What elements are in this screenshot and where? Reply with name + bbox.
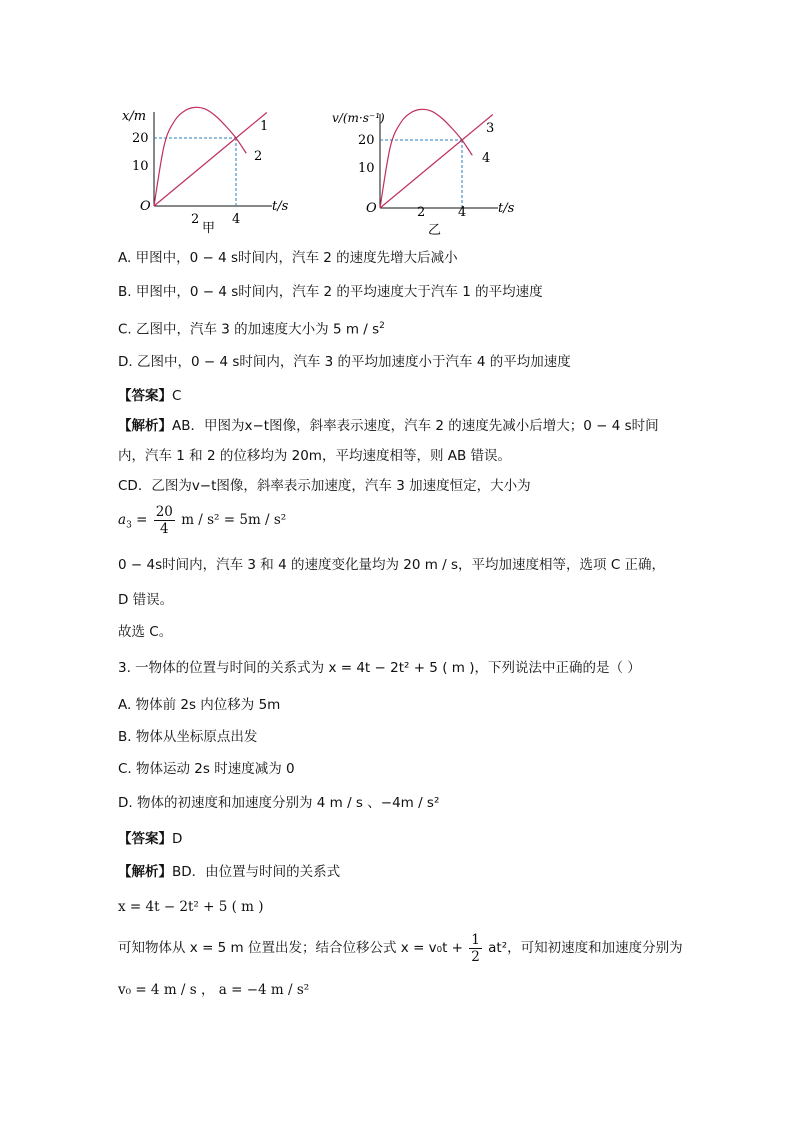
q2-equation: $a_3$ = $\frac{20}{4}$ m / s² = 5m / s² [118, 503, 287, 537]
q3-option-c: C. 物体运动 2s 时速度减为 0 [118, 761, 295, 777]
q3-analysis-tag: 【解析】 [118, 864, 172, 880]
q3-option-d: D. 物体的初速度和加速度分别为 4 m / s 、−4m / s² [118, 795, 440, 811]
q2-analysis-3: CD．乙图为v−t图像，斜率表示加速度，汽车 3 加速度恒定，大小为 [118, 478, 531, 494]
figure-yi [332, 109, 515, 236]
q2-analysis-2: 内，汽车 1 和 2 的位移均为 20m，平均速度相等，则 AB 错误。 [118, 448, 512, 464]
q2-eq-sub: 3 [126, 520, 132, 531]
q2-analysis-text-1: AB．甲图为x−t图像，斜率表示速度，汽车 2 的速度先减小后增大；0 − 4 s时间 [172, 418, 659, 434]
q3-analysis-1 [118, 862, 340, 882]
jia-curve-label-2: 2 [254, 149, 263, 164]
jia-xtick-2: 2 [191, 212, 200, 227]
q2-option-d: D. 乙图中，0 − 4 s时间内，汽车 3 的平均加速度小于汽车 4 的平均加速度 [118, 354, 571, 370]
yi-curve-label-4: 4 [482, 151, 491, 166]
q2-analysis-5: D 错误。 [118, 592, 174, 608]
q3-option-b: B. 物体从坐标原点出发 [118, 729, 258, 745]
yi-origin: O [366, 201, 377, 216]
jia-ytick-20: 20 [132, 131, 149, 146]
q2-eq-fraction [154, 504, 175, 537]
q3-stem: 3. 一物体的位置与时间的关系式为 x = 4t − 2t² + 5 ( m )，下列说法中正确的是（ ） [118, 660, 641, 676]
q2-option-a: A. 甲图中，0 − 4 s时间内，汽车 2 的速度先增大后减小 [118, 250, 458, 266]
yi-x-axis-label: t/s [498, 201, 515, 216]
yi-xtick-2: 2 [417, 205, 426, 220]
q2-analysis-tag: 【解析】 [118, 418, 172, 434]
q3-analysis-2: x = 4t − 2t² + 5 ( m ) [118, 899, 264, 915]
q2-analysis-4: 0 − 4s时间内，汽车 3 和 4 的速度变化量均为 20 m / s，平均加速度相等，选项 C 正确， [118, 557, 666, 573]
q2-answer [118, 386, 181, 406]
q3-answer-value: D [172, 831, 183, 847]
q3-analysis-3-fraction [469, 932, 482, 965]
q3-answer-tag: 【答案】 [118, 831, 172, 847]
jia-x-axis-label: t/s [272, 199, 289, 214]
yi-ytick-10: 10 [358, 161, 375, 176]
q3-analysis-3 [118, 930, 683, 966]
q2-analysis-1 [118, 416, 659, 436]
q3-analysis-4: v₀ = 4 m / s ， a = −4 m / s² [118, 982, 310, 998]
yi-ytick-20: 20 [358, 133, 375, 148]
yi-curve-label-3: 3 [486, 121, 495, 136]
q3-analysis-3-pre: 可知物体从 x = 5 m 位置出发；结合位移公式 x = v₀t + [118, 940, 463, 956]
jia-ytick-10: 10 [132, 159, 149, 174]
q2-option-b: B. 甲图中，0 − 4 s时间内，汽车 2 的平均速度大于汽车 1 的平均速度 [118, 284, 543, 300]
yi-y-axis-label: v/(m·s⁻¹) [332, 111, 385, 125]
jia-caption: 甲 [202, 221, 216, 236]
jia-xtick-4: 4 [232, 212, 241, 227]
jia-origin: O [140, 199, 151, 214]
q2-option-c: C. 乙图中，汽车 3 的加速度大小为 5 m / $s^2$ [118, 321, 385, 338]
q2-eq-num: 20 [155, 503, 173, 520]
yi-caption: 乙 [428, 223, 442, 236]
q2-eq-den: 4 [160, 520, 169, 537]
q3-option-a: A. 物体前 2s 内位移为 5m [118, 697, 281, 713]
q2-eq-lhs: a [118, 512, 127, 528]
yi-series-4 [380, 109, 472, 208]
yi-xtick-4: 4 [458, 205, 467, 220]
q2-answer-value: C [172, 388, 182, 404]
jia-series-2 [154, 107, 246, 206]
jia-y-axis-label: x/m [122, 109, 147, 124]
jia-curve-label-1: 1 [260, 119, 269, 134]
q2-analysis-6: 故选 C。 [118, 624, 173, 640]
q3-frac-num: 1 [471, 931, 480, 948]
q3-frac-den: 2 [471, 948, 480, 965]
figure-jia [122, 107, 289, 236]
q2-answer-tag: 【答案】 [118, 388, 172, 404]
q3-analysis-text-1: BD．由位置与时间的关系式 [172, 864, 341, 880]
q2-option-c-text: C. 乙图中，汽车 3 的加速度大小为 5 m / s [118, 321, 380, 338]
figures-svg [118, 106, 538, 236]
q3-analysis-3-post: at²，可知初速度和加速度分别为 [488, 940, 683, 956]
q3-answer [118, 829, 182, 849]
q2-eq-rest: m / s² = 5m / s² [181, 512, 287, 528]
